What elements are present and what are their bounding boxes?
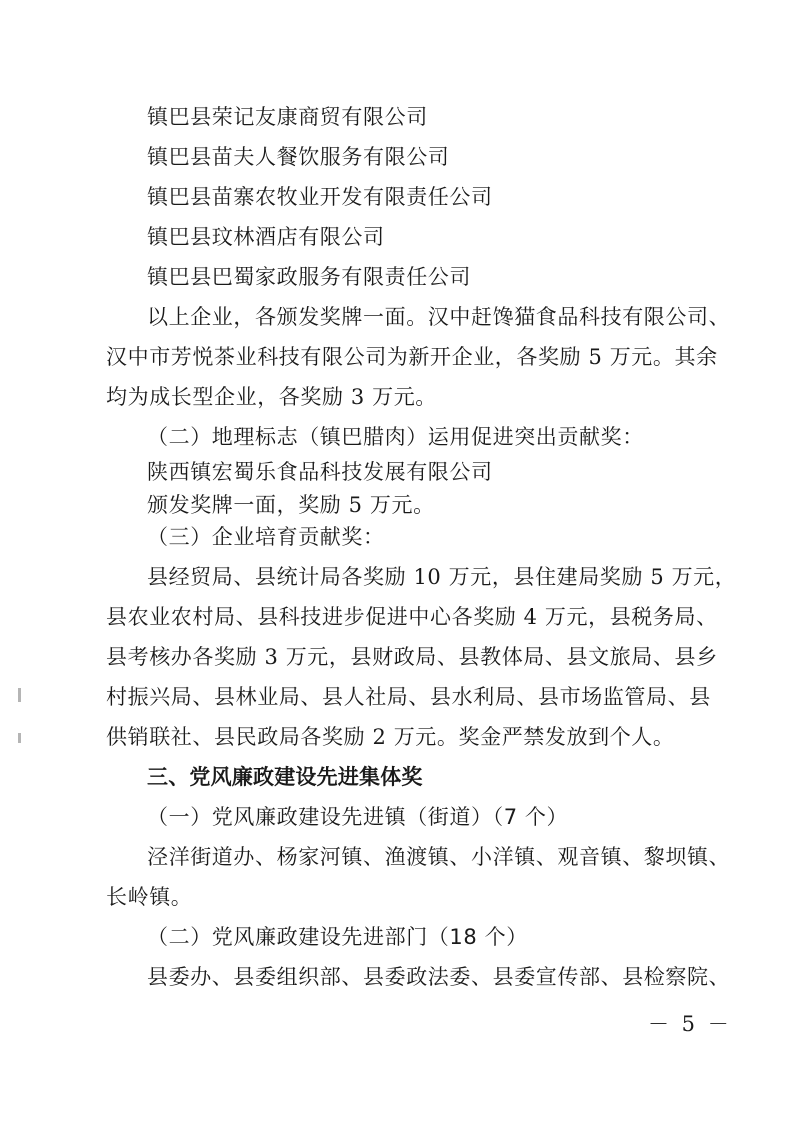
section-three-heading: 三、党风廉政建设先进集体奖 [147,765,423,789]
cultivation-line: 供销联社、县民政局各奖励 2 万元。奖金严禁发放到个人。 [106,725,675,749]
geo-section-award: 颁发奖牌一面，奖励 5 万元。 [147,493,435,517]
cultivation-line: 县农业农村局、县科技进步促进中心各奖励 4 万元，县税务局、 [106,605,718,629]
scan-edge-mark [18,688,21,702]
company-list-item: 镇巴县玟林酒店有限公司 [147,225,385,249]
scan-edge-mark [18,733,21,743]
page-number: － 5 － [648,1012,732,1036]
section-three-sub1-heading: （一）党风廉政建设先进镇（街道）（7 个） [147,805,569,829]
company-list-item: 镇巴县荣记友康商贸有限公司 [147,105,428,129]
cultivation-line: 村振兴局、县林业局、县人社局、县水利局、县市场监管局、县 [106,685,711,709]
award-paragraph-line: 汉中市芳悦茶业科技有限公司为新开企业，各奖励 5 万元。其余 [106,345,718,369]
award-paragraph-line: 均为成长型企业，各奖励 3 万元。 [106,385,437,409]
section-three-sub2-heading: （二）党风廉政建设先进部门（18 个） [147,925,528,949]
cultivation-line: 县考核办各奖励 3 万元，县财政局、县教体局、县文旅局、县乡 [106,645,718,669]
company-list-item: 镇巴县巴蜀家政服务有限责任公司 [147,265,471,289]
cultivation-line: 县经贸局、县统计局各奖励 10 万元，县住建局奖励 5 万元， [147,565,737,589]
cultivation-section-heading: （三）企业培育贡献奖： [147,525,385,549]
section-three-sub1-line: 长岭镇。 [106,885,193,909]
geo-section-heading: （二）地理标志（镇巴腊肉）运用促进突出贡献奖： [147,425,644,449]
section-three-sub2-line: 县委办、县委组织部、县委政法委、县委宣传部、县检察院、 [147,965,731,989]
award-paragraph-line: 以上企业，各颁发奖牌一面。汉中赶馋猫食品科技有限公司、 [147,305,731,329]
company-list-item: 镇巴县苗寨农牧业开发有限责任公司 [147,185,493,209]
geo-section-company: 陕西镇宏蜀乐食品科技发展有限公司 [147,460,493,484]
section-three-sub1-line: 泾洋街道办、杨家河镇、渔渡镇、小洋镇、观音镇、黎坝镇、 [147,845,731,869]
company-list-item: 镇巴县苗夫人餐饮服务有限公司 [147,145,450,169]
